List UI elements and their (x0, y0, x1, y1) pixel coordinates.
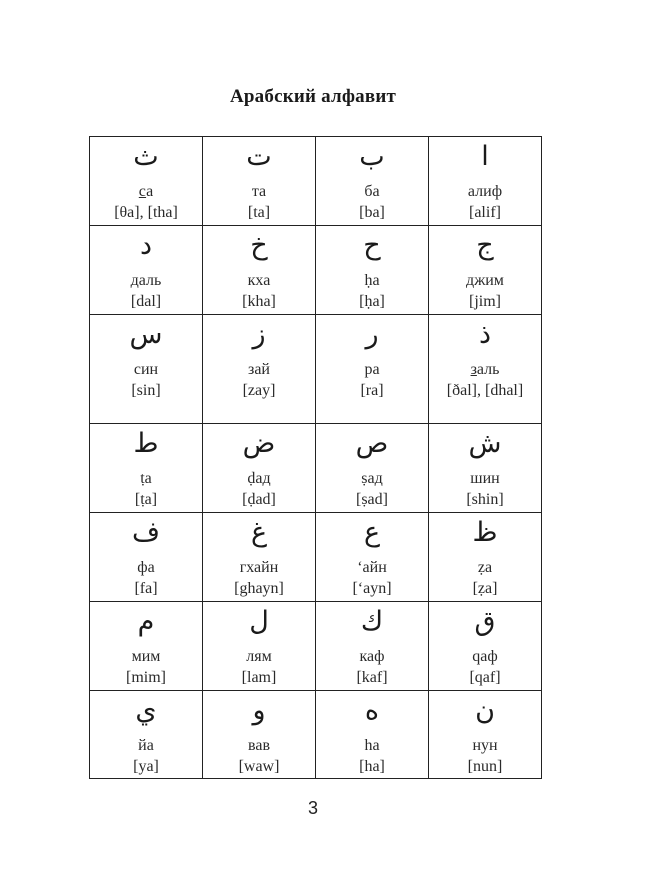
letter-name (316, 646, 428, 667)
letter-name (316, 468, 428, 489)
letter-name (429, 735, 541, 756)
letter-name-part: лям (246, 648, 272, 665)
letter-transliteration: [nun] (467, 758, 503, 775)
letter-transliteration: [ḥa] (359, 293, 385, 310)
arabic-letter: ج (476, 230, 494, 261)
letter-transliteration: [zay] (242, 382, 276, 399)
letter-cell (316, 137, 429, 226)
letter-cell (429, 691, 542, 779)
alphabet-table (89, 136, 542, 779)
letter-name (90, 359, 202, 380)
letter-cell (203, 424, 316, 513)
letter-transliteration: [fa] (134, 580, 158, 597)
letter-cell (203, 513, 316, 602)
letter-name (316, 359, 428, 380)
letter-transliteration: [shin] (466, 491, 504, 508)
letter-transliteration: [ra] (360, 382, 384, 399)
letter-name (90, 557, 202, 578)
letter-name (203, 359, 315, 380)
letter-transliteration: [qaf] (469, 669, 501, 686)
letter-name (429, 181, 541, 202)
letter-name (316, 557, 428, 578)
letter-name (90, 270, 202, 291)
letter-name (316, 270, 428, 291)
letter-cell (429, 424, 542, 513)
table-row (90, 424, 542, 513)
letter-name-part: ба (364, 183, 380, 200)
arabic-letter: ص (355, 428, 389, 459)
table-row (90, 137, 542, 226)
letter-name-part: аль (476, 361, 500, 378)
arabic-letter: ط (133, 428, 159, 459)
letter-cell (90, 315, 203, 424)
arabic-letter: ب (359, 141, 385, 172)
letter-transliteration: [dal] (130, 293, 162, 310)
letter-name (429, 468, 541, 489)
letter-name (90, 735, 202, 756)
arabic-letter: ر (365, 319, 379, 350)
table-row (90, 513, 542, 602)
letter-name-part: гхайн (239, 559, 279, 576)
table-row (90, 602, 542, 691)
table-row (90, 691, 542, 779)
table-row (90, 315, 542, 424)
letter-transliteration: [ya] (133, 758, 159, 775)
letter-cell (429, 226, 542, 315)
letter-transliteration: [lam] (241, 669, 277, 686)
arabic-letter: ك (360, 606, 384, 637)
letter-cell (429, 513, 542, 602)
letter-transliteration: [ghayn] (234, 580, 284, 597)
letter-transliteration: [ḍad] (242, 491, 276, 508)
letter-name-part: син (133, 361, 159, 378)
letter-transliteration: [θa], [tha] (114, 204, 178, 221)
letter-name (203, 181, 315, 202)
letter-name-part: мим (131, 648, 161, 665)
letter-cell (203, 691, 316, 779)
letter-cell (429, 602, 542, 691)
letter-transliteration: [sin] (131, 382, 161, 399)
letter-cell (316, 226, 429, 315)
letter-transliteration: [ṣad] (356, 491, 388, 508)
letter-cell (429, 137, 542, 226)
letter-name (203, 270, 315, 291)
page-title: Арабский алфавит (229, 86, 397, 107)
letter-cell (90, 424, 203, 513)
letter-cell (429, 315, 542, 424)
letter-transliteration: [kaf] (356, 669, 388, 686)
letter-name (203, 557, 315, 578)
arabic-letter: ث (133, 141, 159, 172)
letter-cell (203, 226, 316, 315)
letter-transliteration: [mim] (126, 669, 166, 686)
letter-cell (90, 691, 203, 779)
arabic-letter: ت (246, 141, 272, 172)
letter-name (203, 735, 315, 756)
letter-transliteration: [ṭa] (134, 491, 158, 508)
arabic-letter: ا (481, 141, 489, 172)
letter-name-part: нун (472, 737, 498, 754)
letter-name-part: а (146, 183, 154, 200)
letter-cell (316, 691, 429, 779)
letter-cell (316, 315, 429, 424)
arabic-letter: ض (242, 428, 276, 459)
letter-name-part: hа (364, 737, 380, 754)
letter-transliteration: [waw] (238, 758, 280, 775)
letter-name-part: та (251, 183, 267, 200)
letter-transliteration: [ha] (359, 758, 385, 775)
letter-name-part: каф (359, 648, 385, 665)
arabic-letter: ف (132, 517, 160, 548)
letter-name-part: ṣад (361, 470, 383, 487)
letter-name (429, 270, 541, 291)
letter-transliteration: [ðal], [dhal] (446, 382, 524, 399)
letter-name-part: зай (248, 361, 270, 378)
letter-cell (203, 137, 316, 226)
letter-name-part: йа (138, 737, 154, 754)
letter-transliteration: [ta] (247, 204, 271, 221)
page-number: 3 (307, 798, 318, 818)
arabic-letter: ق (474, 606, 496, 637)
letter-name (90, 181, 202, 202)
letter-name-part: ра (364, 361, 380, 378)
letter-name (203, 646, 315, 667)
arabic-letter: م (137, 606, 155, 637)
letter-name-part: фа (137, 559, 155, 576)
arabic-letter: ه (364, 695, 380, 726)
arabic-letter: ع (363, 517, 381, 548)
letter-name (90, 468, 202, 489)
letter-name (316, 181, 428, 202)
letter-cell (90, 137, 203, 226)
letter-name-part: кха (247, 272, 271, 289)
letter-cell (203, 315, 316, 424)
letter-transliteration: [alif] (469, 204, 501, 221)
letter-name-part: алиф (467, 183, 503, 200)
letter-name-part: ḍад (247, 470, 271, 487)
letter-name (316, 735, 428, 756)
letter-name-part: ‘айн (357, 559, 387, 576)
letter-name-part: шин (470, 470, 500, 487)
letter-cell (203, 602, 316, 691)
letter-cell (90, 602, 203, 691)
arabic-letter: ل (249, 606, 269, 637)
arabic-letter: س (129, 319, 163, 350)
letter-transliteration: [jim] (469, 293, 501, 310)
letter-name (429, 646, 541, 667)
letter-name (429, 557, 541, 578)
letter-transliteration: [‘ayn] (352, 580, 392, 597)
arabic-letter: ي (135, 695, 157, 726)
letter-name (429, 359, 541, 380)
letter-transliteration: [ba] (359, 204, 385, 221)
letter-name-underlined: с (138, 183, 147, 200)
letter-name-underlined: з (470, 361, 477, 378)
letter-name-part: ṭа (140, 470, 152, 487)
arabic-letter: ز (252, 319, 266, 350)
letter-transliteration: [ẓa] (472, 580, 498, 597)
letter-name-part: вав (248, 737, 270, 754)
arabic-letter: ذ (478, 319, 492, 350)
arabic-letter: ن (475, 695, 495, 726)
arabic-letter: غ (250, 517, 268, 548)
letter-name (90, 646, 202, 667)
arabic-letter: ش (468, 428, 502, 459)
arabic-letter: ح (363, 230, 381, 261)
letter-cell (90, 226, 203, 315)
letter-cell (316, 602, 429, 691)
arabic-letter: د (139, 230, 153, 261)
letter-name-part: qаф (472, 648, 498, 665)
letter-name-part: ẓа (477, 559, 493, 576)
letter-cell (90, 513, 203, 602)
letter-name-part: ḥа (364, 272, 380, 289)
letter-transliteration: [kha] (242, 293, 276, 310)
letter-cell (316, 424, 429, 513)
arabic-letter: خ (250, 230, 268, 261)
arabic-letter: و (252, 695, 266, 726)
letter-name-part: джим (466, 272, 504, 289)
letter-name-part: даль (130, 272, 162, 289)
arabic-letter: ظ (472, 517, 498, 548)
letter-name (203, 468, 315, 489)
letter-cell (316, 513, 429, 602)
table-row (90, 226, 542, 315)
